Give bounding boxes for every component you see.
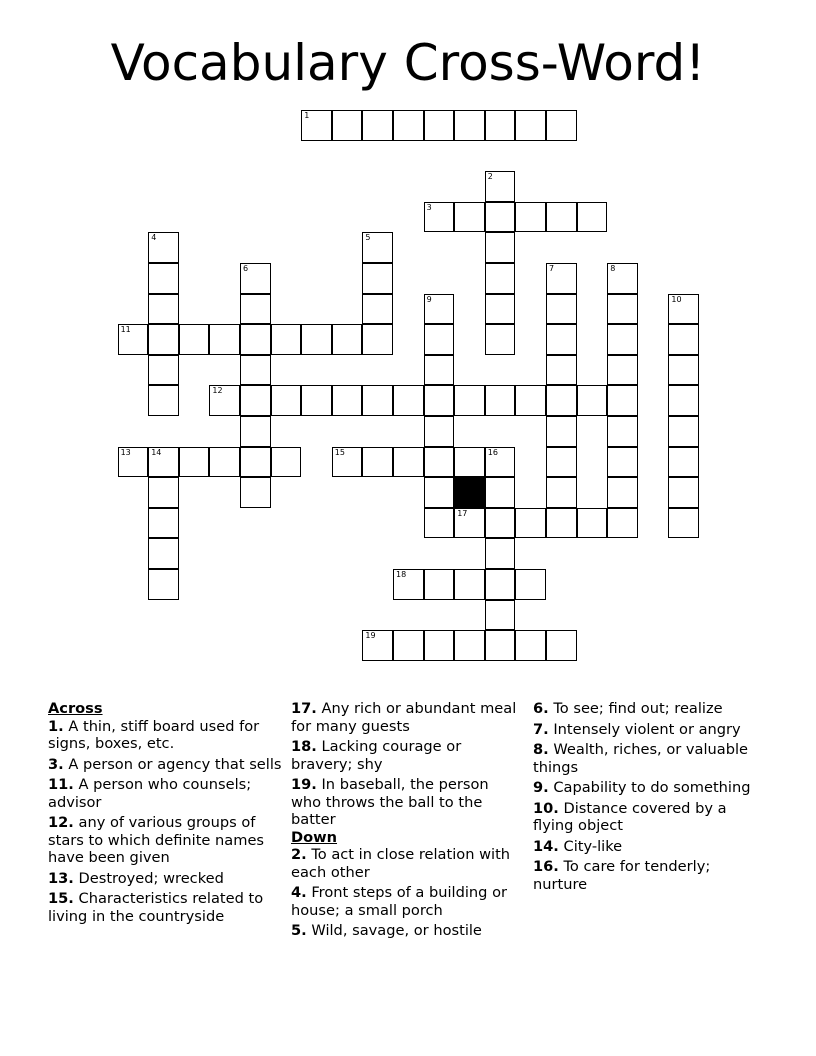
grid-cell[interactable] — [209, 447, 240, 478]
grid-cell[interactable] — [209, 324, 240, 355]
grid-cell[interactable] — [668, 447, 699, 478]
clue-number: 4. — [291, 884, 307, 901]
grid-cell[interactable] — [607, 385, 638, 416]
grid-cell[interactable] — [577, 508, 608, 539]
grid-cell[interactable] — [332, 385, 363, 416]
down-heading: Down — [291, 828, 338, 846]
grid-cell[interactable] — [148, 385, 179, 416]
grid-cell[interactable] — [485, 447, 516, 478]
grid-cell[interactable] — [668, 355, 699, 386]
grid-cell[interactable] — [546, 110, 577, 141]
grid-cell[interactable] — [393, 569, 424, 600]
clue-number-label: 10 — [671, 294, 682, 304]
grid-cell[interactable] — [362, 324, 393, 355]
grid-cell[interactable] — [515, 508, 546, 539]
clue-number-label: 8 — [610, 264, 616, 273]
clue-number-label: 7 — [549, 264, 555, 273]
clue-number-label: 11 — [120, 325, 131, 335]
grid-cell[interactable] — [424, 202, 455, 233]
grid-cell[interactable] — [485, 324, 516, 355]
grid-cell[interactable] — [209, 385, 240, 416]
grid-cell[interactable] — [424, 416, 455, 447]
clue-number-label: 5 — [365, 233, 371, 243]
grid-cell[interactable] — [607, 508, 638, 539]
clue-down-16[interactable] — [533, 858, 769, 893]
grid-cell[interactable] — [332, 110, 363, 141]
clue-text: A thin, stiff board used for signs, boxes, etc. — [48, 717, 260, 752]
grid-cell[interactable] — [546, 324, 577, 355]
grid-cell[interactable] — [668, 385, 699, 416]
grid-cell[interactable] — [546, 355, 577, 386]
grid-cell[interactable] — [301, 110, 332, 141]
grid-cell[interactable] — [148, 508, 179, 539]
black-cell — [454, 477, 485, 508]
grid-cell[interactable] — [148, 324, 179, 355]
grid-cell[interactable] — [454, 447, 485, 478]
clue-across-1[interactable] — [48, 718, 286, 753]
grid-cell[interactable] — [148, 263, 179, 294]
grid-cell[interactable] — [485, 477, 516, 508]
grid-cell[interactable] — [454, 110, 485, 141]
clue-number-label: 6 — [243, 264, 249, 273]
grid-cell[interactable] — [515, 110, 546, 141]
grid-cell[interactable] — [424, 569, 455, 600]
clue-text: In baseball, the person who throws the ball to the batter — [291, 776, 489, 828]
clue-text: Intensely violent or angry — [553, 720, 741, 738]
grid-cell[interactable] — [362, 294, 393, 325]
grid-cell[interactable] — [424, 508, 455, 539]
clues-column-3 — [533, 700, 769, 896]
grid-cell[interactable] — [485, 232, 516, 263]
grid-cell[interactable] — [332, 324, 363, 355]
clue-number: 9. — [533, 779, 549, 796]
grid-cell[interactable] — [240, 477, 271, 508]
grid-cell[interactable] — [393, 630, 424, 661]
grid-cell[interactable] — [240, 385, 271, 416]
clue-number-label: 9 — [426, 294, 432, 304]
clue-number-label: 3 — [426, 202, 432, 212]
clue-number: 19. — [291, 776, 317, 793]
grid-cell[interactable] — [240, 355, 271, 386]
grid-cell[interactable] — [148, 232, 179, 263]
grid-cell[interactable] — [424, 630, 455, 661]
grid-cell[interactable] — [332, 447, 363, 478]
clue-number-label: 1 — [304, 111, 310, 120]
grid-cell[interactable] — [240, 294, 271, 325]
clue-text: A person who counsels; advisor — [48, 776, 252, 811]
clue-across-12[interactable] — [48, 814, 286, 867]
grid-cell[interactable] — [607, 324, 638, 355]
clue-down-14[interactable] — [533, 838, 769, 856]
clue-across-17[interactable] — [291, 700, 523, 735]
clue-text: To care for tenderly; nurture — [533, 858, 711, 893]
grid-cell[interactable] — [577, 385, 608, 416]
clue-number: 14. — [533, 837, 559, 855]
clue-number: 8. — [533, 741, 549, 758]
grid-cell[interactable] — [546, 294, 577, 325]
clue-number: 13. — [48, 869, 74, 887]
clue-across-19[interactable] — [291, 776, 523, 829]
grid-cell[interactable] — [240, 447, 271, 478]
clue-text: City-like — [563, 837, 623, 855]
clue-down-5[interactable] — [291, 922, 523, 940]
grid-cell[interactable] — [607, 447, 638, 478]
grid-cell[interactable] — [485, 263, 516, 294]
grid-cell[interactable] — [546, 416, 577, 447]
clue-text: Characteristics related to living in the countryside — [48, 890, 264, 925]
clue-text: Wild, savage, or hostile — [311, 922, 482, 939]
grid-cell[interactable] — [607, 294, 638, 325]
clue-number-label: 4 — [151, 233, 157, 243]
grid-cell[interactable] — [546, 385, 577, 416]
grid-cell[interactable] — [362, 263, 393, 294]
grid-cell[interactable] — [515, 385, 546, 416]
clue-down-10[interactable] — [533, 800, 769, 835]
grid-cell[interactable] — [424, 477, 455, 508]
grid-cell[interactable] — [118, 324, 149, 355]
grid-cell[interactable] — [546, 477, 577, 508]
across-heading: Across — [48, 700, 103, 717]
grid-cell[interactable] — [607, 416, 638, 447]
clue-number: 17. — [291, 700, 317, 717]
clue-text: Distance covered by a flying object — [533, 799, 727, 834]
clue-number-label: 14 — [151, 447, 162, 457]
clue-number: 11. — [48, 776, 74, 793]
grid-cell[interactable] — [240, 324, 271, 355]
clue-number-label: 13 — [120, 447, 131, 457]
page-title: Vocabulary Cross-Word! — [110, 34, 706, 92]
clue-text: Capability to do something — [553, 779, 751, 796]
clue-text: Any rich or abundant meal for many guests — [291, 700, 517, 735]
clue-number: 15. — [48, 890, 74, 907]
grid-cell[interactable] — [362, 232, 393, 263]
clue-number-label: 16 — [487, 447, 498, 457]
clue-across-13[interactable] — [48, 870, 286, 888]
grid-cell[interactable] — [485, 294, 516, 325]
clue-number: 5. — [291, 922, 307, 939]
clue-text: Destroyed; wrecked — [78, 869, 224, 887]
grid-cell[interactable] — [148, 569, 179, 600]
grid-cell[interactable] — [271, 324, 302, 355]
grid-cell[interactable] — [271, 385, 302, 416]
grid-cell[interactable] — [179, 324, 210, 355]
grid-cell[interactable] — [485, 538, 516, 569]
grid-cell[interactable] — [546, 263, 577, 294]
clue-text: Wealth, riches, or valuable things — [533, 741, 749, 776]
grid-cell[interactable] — [424, 110, 455, 141]
clue-down-6[interactable] — [533, 700, 769, 718]
grid-cell[interactable] — [607, 263, 638, 294]
grid-cell[interactable] — [424, 294, 455, 325]
clue-down-4[interactable] — [291, 884, 523, 919]
grid-cell[interactable] — [240, 263, 271, 294]
grid-cell[interactable] — [607, 477, 638, 508]
clue-number: 2. — [291, 846, 307, 863]
clue-down-7[interactable] — [533, 721, 769, 739]
grid-cell[interactable] — [393, 447, 424, 478]
grid-cell[interactable] — [546, 508, 577, 539]
grid-cell[interactable] — [240, 416, 271, 447]
grid-cell[interactable] — [301, 324, 332, 355]
clue-number: 6. — [533, 700, 549, 717]
grid-cell[interactable] — [454, 508, 485, 539]
grid-cell[interactable] — [485, 110, 516, 141]
grid-cell[interactable] — [485, 569, 516, 600]
grid-cell[interactable] — [179, 447, 210, 478]
grid-cell[interactable] — [148, 447, 179, 478]
grid-cell[interactable] — [148, 294, 179, 325]
clue-number-label: 2 — [487, 172, 493, 182]
grid-cell[interactable] — [577, 202, 608, 233]
clue-text: To act in close relation with each other — [291, 846, 511, 881]
grid-cell[interactable] — [485, 385, 516, 416]
clue-down-9[interactable] — [533, 779, 769, 797]
clues-column-1 — [48, 700, 286, 928]
grid-cell[interactable] — [607, 355, 638, 386]
clue-number: 12. — [48, 814, 74, 831]
grid-cell[interactable] — [362, 110, 393, 141]
clue-number: 10. — [533, 799, 559, 817]
clue-text: Lacking courage or bravery; shy — [291, 738, 462, 773]
clue-number: 1. — [48, 717, 64, 735]
grid-cell[interactable] — [454, 202, 485, 233]
grid-cell[interactable] — [515, 630, 546, 661]
grid-cell[interactable] — [148, 355, 179, 386]
grid-cell[interactable] — [424, 447, 455, 478]
clue-text: any of various groups of stars to which definite names have been given — [48, 814, 265, 866]
grid-cell[interactable] — [148, 538, 179, 569]
grid-cell[interactable] — [546, 447, 577, 478]
clue-number-label: 15 — [334, 447, 345, 457]
grid-cell[interactable] — [148, 477, 179, 508]
clue-number: 18. — [291, 738, 317, 755]
clues-column-2 — [291, 700, 523, 943]
clue-down-2[interactable] — [291, 846, 523, 881]
grid-cell[interactable] — [668, 508, 699, 539]
clue-number-label: 18 — [396, 570, 407, 579]
clue-text: Front steps of a building or house; a small porch — [291, 884, 508, 919]
grid-cell[interactable] — [668, 477, 699, 508]
clue-across-15[interactable] — [48, 890, 286, 925]
grid-cell[interactable] — [515, 569, 546, 600]
grid-cell[interactable] — [118, 447, 149, 478]
grid-cell[interactable] — [271, 447, 302, 478]
grid-cell[interactable] — [485, 171, 516, 202]
clue-across-18[interactable] — [291, 738, 523, 773]
grid-cell[interactable] — [393, 385, 424, 416]
grid-cell[interactable] — [668, 416, 699, 447]
clue-text: A person or agency that sells — [68, 755, 282, 773]
clue-across-11[interactable] — [48, 776, 286, 811]
clue-down-8[interactable] — [533, 741, 769, 776]
clue-number-label: 12 — [212, 386, 223, 396]
clue-text: To see; find out; realize — [553, 700, 723, 717]
clue-number: 3. — [48, 755, 64, 773]
grid-cell[interactable] — [424, 355, 455, 386]
clue-number: 16. — [533, 858, 559, 875]
grid-cell[interactable] — [424, 324, 455, 355]
grid-cell[interactable] — [485, 600, 516, 631]
grid-cell[interactable] — [454, 630, 485, 661]
grid-cell[interactable] — [393, 110, 424, 141]
grid-cell[interactable] — [362, 630, 393, 661]
clue-number-label: 17 — [457, 508, 468, 518]
grid-cell[interactable] — [546, 202, 577, 233]
grid-cell[interactable] — [485, 202, 516, 233]
grid-cell[interactable] — [668, 324, 699, 355]
grid-cell[interactable] — [454, 385, 485, 416]
grid-cell[interactable] — [424, 385, 455, 416]
grid-cell[interactable] — [301, 385, 332, 416]
clue-number-label: 19 — [365, 631, 376, 641]
grid-cell[interactable] — [515, 202, 546, 233]
grid-cell[interactable] — [485, 508, 516, 539]
grid-cell[interactable] — [546, 630, 577, 661]
grid-cell[interactable] — [362, 385, 393, 416]
grid-cell[interactable] — [362, 447, 393, 478]
clue-across-3[interactable] — [48, 756, 286, 774]
clue-number: 7. — [533, 720, 549, 738]
grid-cell[interactable] — [668, 294, 699, 325]
grid-cell[interactable] — [454, 569, 485, 600]
grid-cell[interactable] — [485, 630, 516, 661]
